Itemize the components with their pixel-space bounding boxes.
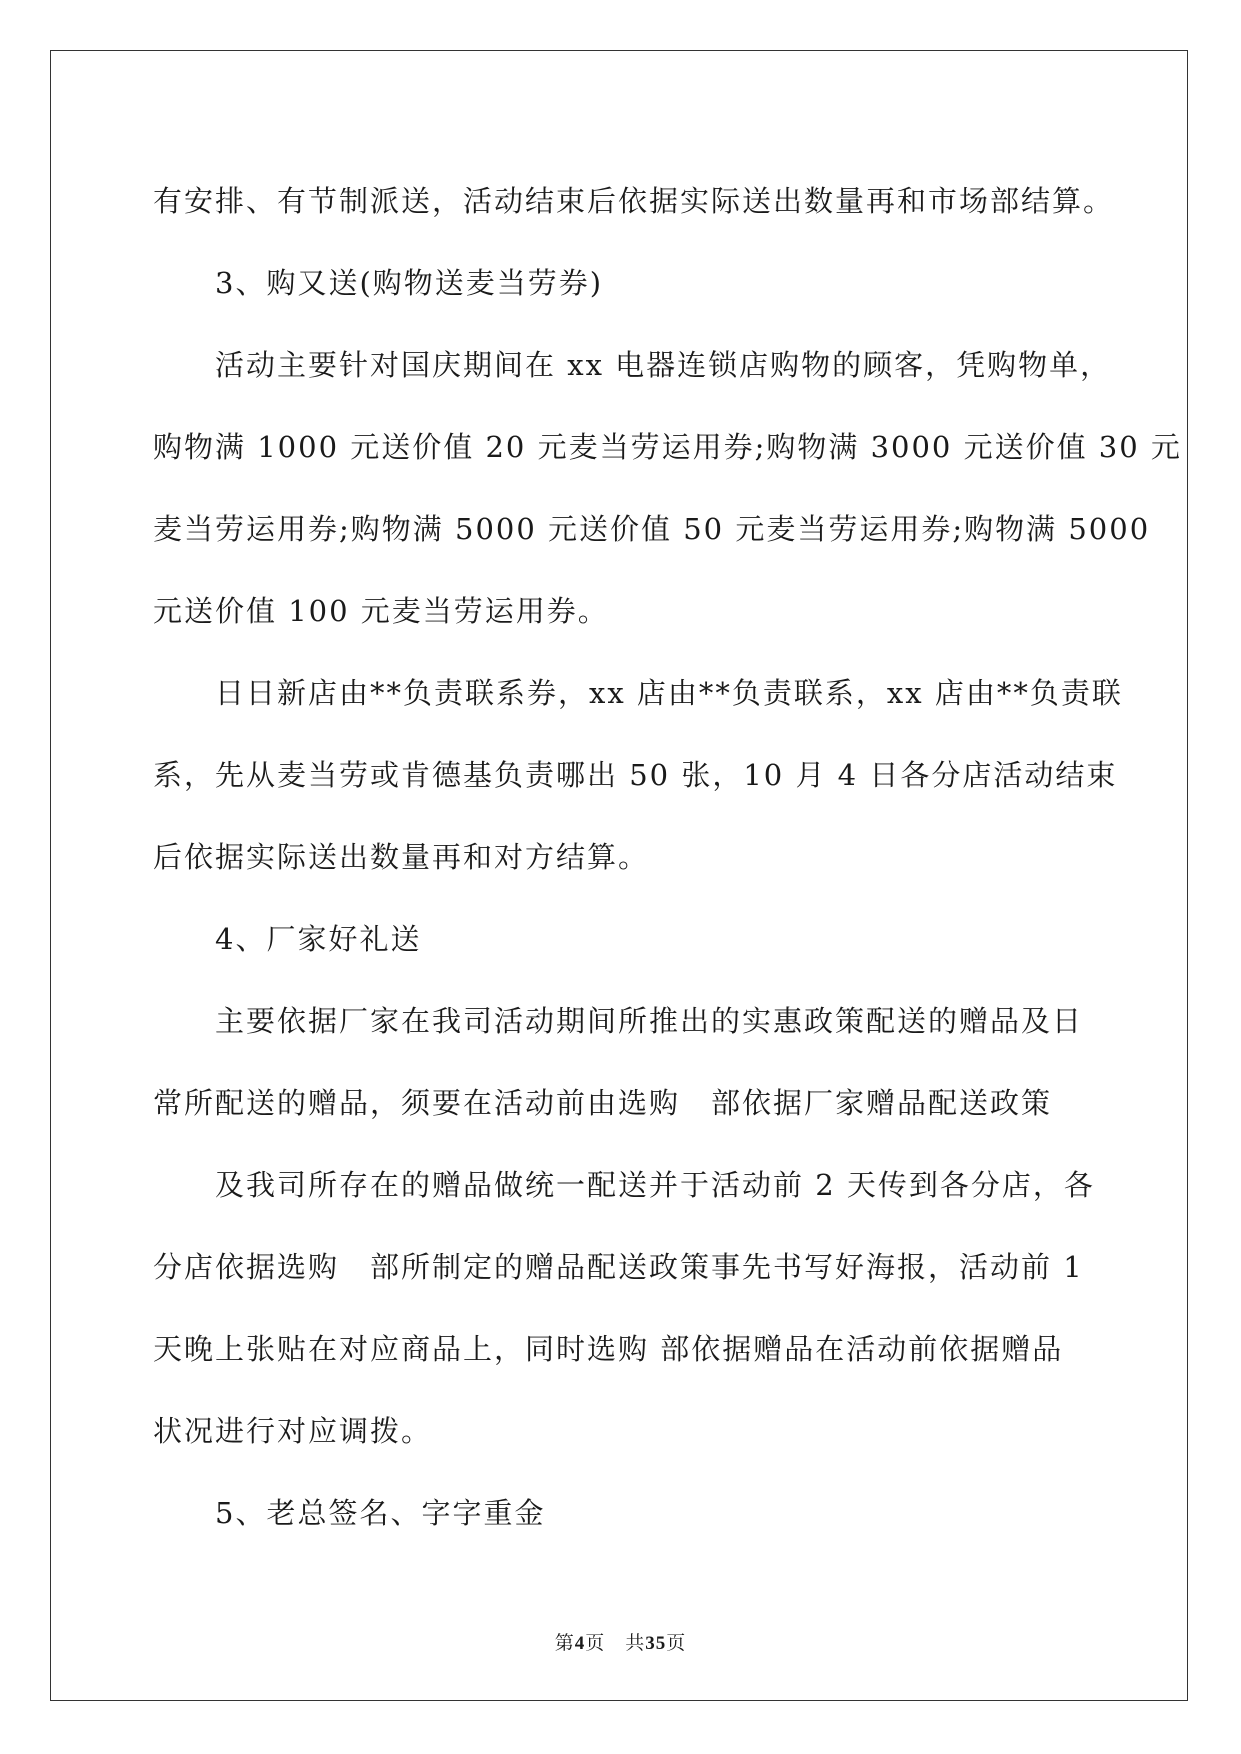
text-line: 日日新店由**负责联系券，xx 店由**负责联系，xx 店由**负责联 — [215, 676, 1123, 710]
page-footer — [0, 1628, 1241, 1655]
footer-prefix: 第 — [554, 1632, 575, 1654]
text-line: 购物满 1000 元送价值 20 元麦当劳运用券;购物满 3000 元送价值 30 元 — [153, 430, 1182, 464]
page-total: 35 — [645, 1633, 667, 1654]
footer-suffix: 页 — [666, 1632, 687, 1654]
section-heading-5: 5、老总签名、字字重金 — [215, 1496, 546, 1530]
text-line: 有安排、有节制派送，活动结束后依据实际送出数量再和市场部结算。 — [153, 184, 1115, 218]
document-body — [153, 160, 1182, 1554]
text-line: 分店依据选购 部所制定的赠品配送政策事先书写好海报，活动前 1 — [153, 1250, 1084, 1284]
text-line: 元送价值 100 元麦当劳运用券。 — [153, 594, 609, 628]
page-number: 4 — [574, 1633, 586, 1654]
text-line: 天晚上张贴在对应商品上，同时选购 部依据赠品在活动前依据赠品 — [153, 1332, 1064, 1366]
text-line: 后依据实际送出数量再和对方结算。 — [153, 840, 650, 874]
footer-middle: 页 共 — [585, 1632, 646, 1654]
text-line: 系，先从麦当劳或肯德基负责哪出 50 张，10 月 4 日各分店活动结束 — [153, 758, 1118, 792]
text-line: 麦当劳运用券;购物满 5000 元送价值 50 元麦当劳运用券;购物满 5000 — [153, 512, 1151, 546]
text-line: 活动主要针对国庆期间在 xx 电器连锁店购物的顾客，凭购物单， — [215, 348, 1112, 382]
text-line: 状况进行对应调拨。 — [153, 1414, 433, 1448]
section-heading-4: 4、厂家好礼送 — [215, 922, 422, 956]
section-heading-3: 3、购又送(购物送麦当劳券) — [215, 266, 604, 300]
text-line: 主要依据厂家在我司活动期间所推出的实惠政策配送的赠品及日 — [215, 1004, 1084, 1038]
text-line: 常所配送的赠品，须要在活动前由选购 部依据厂家赠品配送政策 — [153, 1086, 1053, 1120]
text-line: 及我司所存在的赠品做统一配送并于活动前 2 天传到各分店，各 — [215, 1168, 1095, 1202]
